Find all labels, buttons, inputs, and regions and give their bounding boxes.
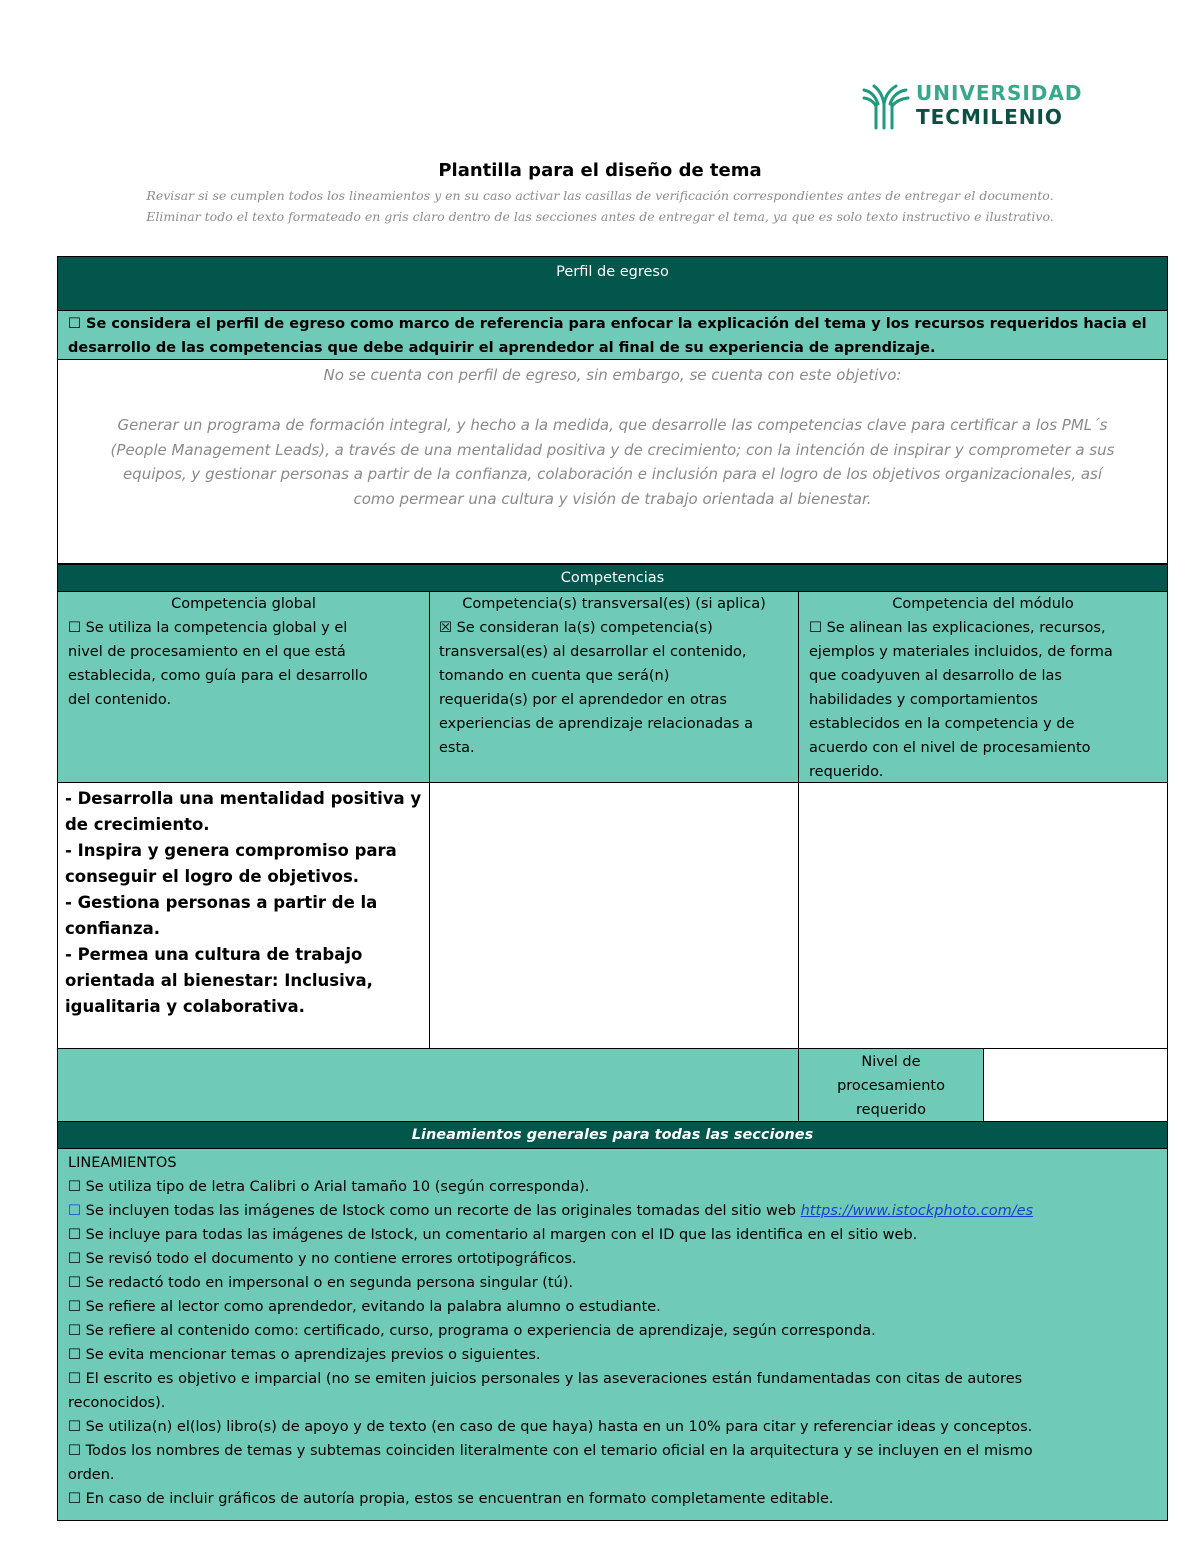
objective-line: como permear una cultura y visión de trabajo orientada al bienestar.: [353, 489, 872, 508]
instruction-line-1: Revisar si se cumplen todos los lineamientos y en su caso activar las casillas de verificación correspondientes antes de entregar el documento.: [146, 188, 1054, 203]
check-line: habilidades y comportamientos: [809, 692, 1038, 708]
document-title: Plantilla para el diseño de tema: [438, 160, 762, 181]
lineamiento-item-text: Se incluyen todas las imágenes de Istock como un recorte de las originales tomadas del sitio web: [85, 1203, 801, 1219]
istock-link[interactable]: https://www.istockphoto.com/es: [800, 1203, 1034, 1219]
content-line: de crecimiento.: [65, 815, 210, 834]
lineamiento-item[interactable]: ☐ Se evita mencionar temas o aprendizajes previos o siguientes.: [68, 1347, 541, 1363]
nivel-value-cell[interactable]: [983, 1048, 1168, 1122]
lineamiento-item[interactable]: ☐ Se incluye para todas las imágenes de Istock, un comentario al margen con el ID que las identifica en el sitio web.: [68, 1227, 918, 1243]
leaf-logo-icon: [862, 82, 910, 130]
lineamiento-item[interactable]: ☐ En caso de incluir gráficos de autoría propia, estos se encuentran en formato completamente editable.: [68, 1491, 834, 1507]
objective-line: Generar un programa de formación integral, y hecho a la medida, que desarrolle las competencias clave para certificar a los PML´s: [117, 416, 1108, 434]
check-line: establecida, como guía para el desarrollo: [68, 668, 368, 684]
competencias-heading-cell: [57, 564, 1168, 592]
perfil-objective: [58, 413, 1167, 511]
lineamiento-item[interactable]: ☐ Se redactó todo en impersonal o en segunda persona singular (tú).: [68, 1275, 574, 1291]
nivel-empty-cell: [57, 1048, 799, 1122]
check-line: transversal(es) al desarrollar el contenido,: [439, 644, 747, 660]
lineamientos-label: LINEAMIENTOS: [68, 1155, 177, 1171]
check-line: del contenido.: [68, 692, 172, 708]
check-line: nivel de procesamiento en el que está: [68, 644, 346, 660]
instruction-line-2: Eliminar todo el texto formateado en gris claro dentro de las secciones antes de entregar el tema, ya que es solo texto instructivo e ilustrativo.: [146, 209, 1054, 224]
competencia-modulo-content-cell[interactable]: [798, 782, 1168, 1049]
lineamiento-item[interactable]: ☐ Todos los nombres de temas y subtemas coinciden literalmente con el temario oficial en la arquitectura y se incluyen en el mismo: [68, 1443, 1033, 1459]
competencia-modulo-title: Competencia del módulo: [892, 596, 1074, 612]
competencia-transversal-check[interactable]: [439, 616, 753, 760]
competencia-modulo-cell: [798, 591, 1168, 783]
nivel-label-line: requerido: [856, 1102, 926, 1118]
content-line: - Desarrolla una mentalidad positiva y: [65, 789, 422, 808]
lineamiento-item[interactable]: ☐ Se utiliza(n) el(los) libro(s) de apoyo y de texto (en caso de que haya) hasta en un 10% para citar y referenciar ideas y conceptos.: [68, 1419, 1033, 1435]
check-line: acuerdo con el nivel de procesamiento: [809, 740, 1091, 756]
content-line: confianza.: [65, 919, 160, 938]
content-line: - Permea una cultura de trabajo: [65, 945, 363, 964]
check-line: establecidos en la competencia y de: [809, 716, 1075, 732]
competencia-transversal-content-cell[interactable]: [429, 782, 799, 1049]
logo-text-tecmilenio: TECMILENIO: [916, 105, 1063, 129]
competencia-transversal-cell: [429, 591, 799, 783]
check-line: requerido.: [809, 764, 884, 780]
lineamientos-heading: Lineamientos generales para todas las secciones: [411, 1127, 814, 1143]
nivel-label-cell: [798, 1048, 984, 1122]
content-line: conseguir el logro de objetivos.: [65, 867, 360, 886]
competencia-modulo-check[interactable]: [809, 616, 1113, 784]
content-line: - Inspira y genera compromiso para: [65, 841, 397, 860]
perfil-note: No se cuenta con perfil de egreso, sin embargo, se cuenta con este objetivo:: [323, 366, 902, 384]
lineamientos-list: [68, 1151, 1033, 1511]
perfil-check-line-2: desarrollo de las competencias que debe adquirir el aprendedor al final de su experiencia de aprendizaje.: [68, 340, 936, 356]
check-line: experiencias de aprendizaje relacionadas a: [439, 716, 753, 732]
perfil-heading-cell: [57, 256, 1168, 311]
check-line: ☐ Se utiliza la competencia global y el: [68, 620, 348, 636]
logo-text-universidad: UNIVERSIDAD: [916, 81, 1083, 105]
lineamiento-item[interactable]: ☐ Se utiliza tipo de letra Calibri o Arial tamaño 10 (según corresponda).: [68, 1179, 590, 1195]
content-line: - Gestiona personas a partir de la: [65, 893, 378, 912]
nivel-label: [799, 1050, 983, 1122]
check-line: ejemplos y materiales incluidos, de forma: [809, 644, 1113, 660]
objective-line: equipos, y gestionar personas a partir de la confianza, colaboración e inclusión para el logro de los objetivos organizacionales, así: [122, 465, 1103, 483]
checkbox-icon[interactable]: ☐: [68, 1203, 81, 1219]
check-line: tomando en cuenta que será(n): [439, 668, 670, 684]
competencia-global-content[interactable]: [65, 786, 421, 1020]
check-line: ☐ Se alinean las explicaciones, recursos,: [809, 620, 1106, 636]
lineamiento-item-istock[interactable]: [68, 1199, 1033, 1223]
lineamiento-item-continued: orden.: [68, 1467, 115, 1483]
competencia-global-title: Competencia global: [171, 596, 316, 612]
nivel-label-line: Nivel de: [861, 1054, 921, 1070]
lineamiento-item[interactable]: ☐ El escrito es objetivo e imparcial (no se emiten juicios personales y las aseveraciones están fundamentadas con citas de autores: [68, 1371, 1023, 1387]
lineamientos-cell: [57, 1148, 1168, 1521]
lineamiento-item[interactable]: ☐ Se revisó todo el documento y no contiene errores ortotipográficos.: [68, 1251, 577, 1267]
nivel-label-line: procesamiento: [837, 1078, 945, 1094]
perfil-check-cell: [57, 310, 1168, 360]
content-line: igualitaria y colaborativa.: [65, 997, 305, 1016]
perfil-check[interactable]: [68, 312, 1147, 360]
perfil-content-cell: [57, 359, 1168, 564]
check-line: ☒ Se consideran la(s) competencia(s): [439, 620, 713, 636]
lineamiento-item[interactable]: ☐ Se refiere al lector como aprendedor, evitando la palabra alumno o estudiante.: [68, 1299, 661, 1315]
perfil-heading: Perfil de egreso: [556, 264, 669, 280]
check-line: requerida(s) por el aprendedor en otras: [439, 692, 727, 708]
lineamiento-item[interactable]: ☐ Se refiere al contenido como: certificado, curso, programa o experiencia de aprendizaje, según corresponda.: [68, 1323, 876, 1339]
competencia-global-content-cell: [57, 782, 430, 1049]
check-line: que coadyuven al desarrollo de las: [809, 668, 1062, 684]
perfil-check-line-1: ☐ Se considera el perfil de egreso como marco de referencia para enfocar la explicación del tema y los recursos requeridos hacia el: [68, 316, 1147, 332]
content-line: orientada al bienestar: Inclusiva,: [65, 971, 373, 990]
competencias-heading: Competencias: [560, 570, 665, 586]
check-line: esta.: [439, 740, 475, 756]
objective-line: (People Management Leads), a través de una mentalidad positiva y de crecimiento; con la intención de inspirar y comprometer a sus: [110, 440, 1115, 459]
competencia-global-cell: [57, 591, 430, 783]
lineamientos-heading-cell: [57, 1121, 1168, 1149]
lineamiento-item-continued: reconocidos).: [68, 1395, 166, 1411]
competencia-global-check[interactable]: [68, 616, 368, 712]
competencia-transversal-title: Competencia(s) transversal(es) (si aplica): [462, 596, 766, 612]
university-logo: [862, 82, 1098, 132]
